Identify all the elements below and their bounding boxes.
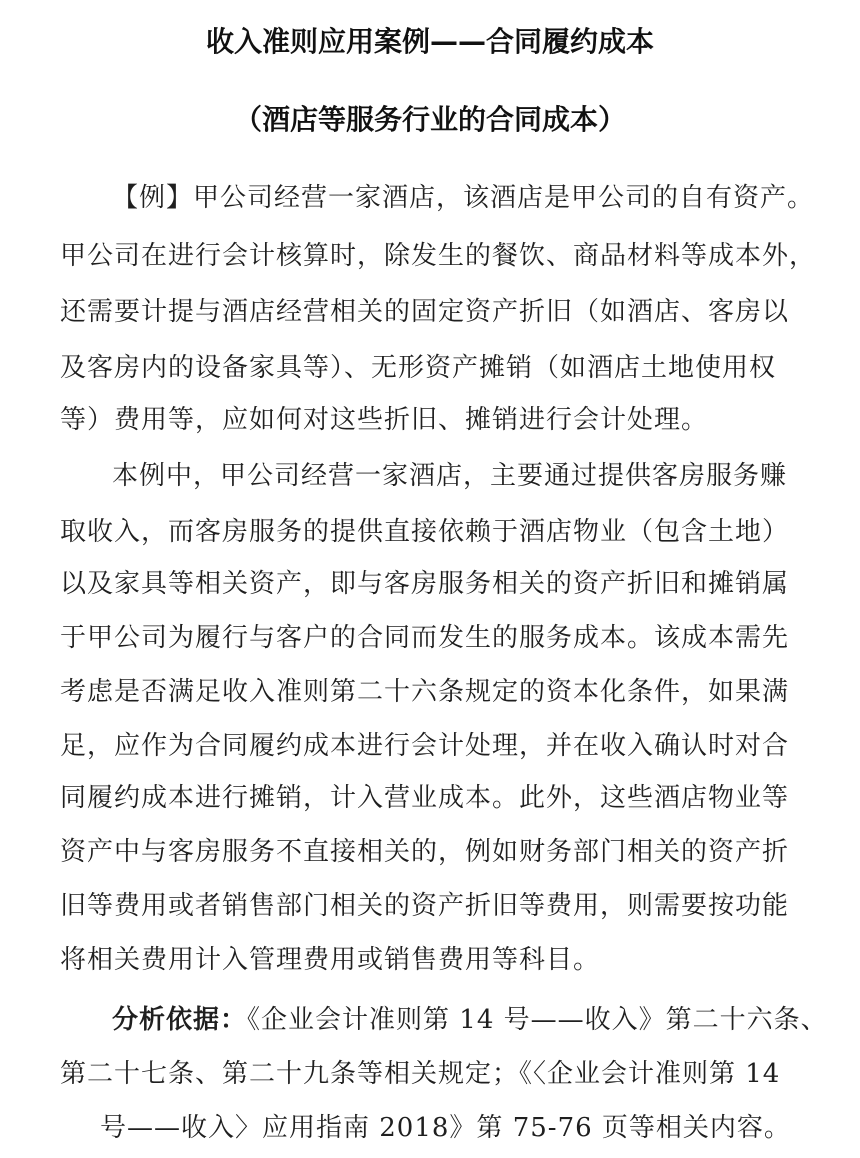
paragraph-2-line-5: 考虑是否满足收入准则第二十六条规定的资本化条件，如果满 xyxy=(60,677,790,707)
paragraph-2-line-3: 以及家具等相关资产，即与客房服务相关的资产折旧和摊销属 xyxy=(60,569,790,599)
paragraph-1-line-3: 还需要计提与酒店经营相关的固定资产折旧（如酒店、客房以 xyxy=(60,297,790,327)
paragraph-2-line-1: 本例中，甲公司经营一家酒店，主要通过提供客房服务赚 xyxy=(112,461,788,491)
paragraph-2-line-8: 资产中与客房服务不直接相关的，例如财务部门相关的资产折 xyxy=(60,837,790,867)
paragraph-2-line-7: 同履约成本进行摊销，计入营业成本。此外，这些酒店物业等 xyxy=(60,783,790,813)
paragraph-1-line-4: 及客房内的设备家具等）、无形资产摊销（如酒店土地使用权 xyxy=(60,353,777,383)
paragraph-2-line-10: 将相关费用计入管理费用或销售费用等科目。 xyxy=(60,945,601,975)
paragraph-2-line-4: 于甲公司为履行与客户的合同而发生的服务成本。该成本需先 xyxy=(60,623,790,653)
paragraph-1-line-2: 甲公司在进行会计核算时，除发生的餐饮、商品材料等成本外， xyxy=(60,241,817,271)
analysis-basis-line-2: 第二十七条、第二十九条等相关规定；《〈企业会计准则第 14 xyxy=(60,1059,781,1089)
paragraph-2-line-9: 旧等费用或者销售部门相关的资产折旧等费用，则需要按功能 xyxy=(60,891,790,921)
analysis-basis-label: 分析依据： xyxy=(112,1005,248,1035)
paragraph-1-line-5: 等）费用等，应如何对这些折旧、摊销进行会计处理。 xyxy=(60,405,709,435)
analysis-basis-line-3: 号——收入〉应用指南 2018》第 75-76 页等相关内容。 xyxy=(100,1113,791,1143)
analysis-basis-text: 《企业会计准则第 14 号——收入》第二十六条、 xyxy=(247,1005,828,1035)
paragraph-1-line-1: 【例】甲公司经营一家酒店，该酒店是甲公司的自有资产。 xyxy=(112,183,815,213)
analysis-basis-line-1 xyxy=(112,1000,860,1040)
document-title: 收入准则应用案例——合同履约成本 xyxy=(205,25,654,58)
paragraph-2-line-6: 足，应作为合同履约成本进行会计处理，并在收入确认时对合 xyxy=(60,731,790,761)
paragraph-2-line-2: 取收入，而客房服务的提供直接依赖于酒店物业（包含土地） xyxy=(60,517,790,547)
document-subtitle: （酒店等服务行业的合同成本） xyxy=(233,103,626,136)
